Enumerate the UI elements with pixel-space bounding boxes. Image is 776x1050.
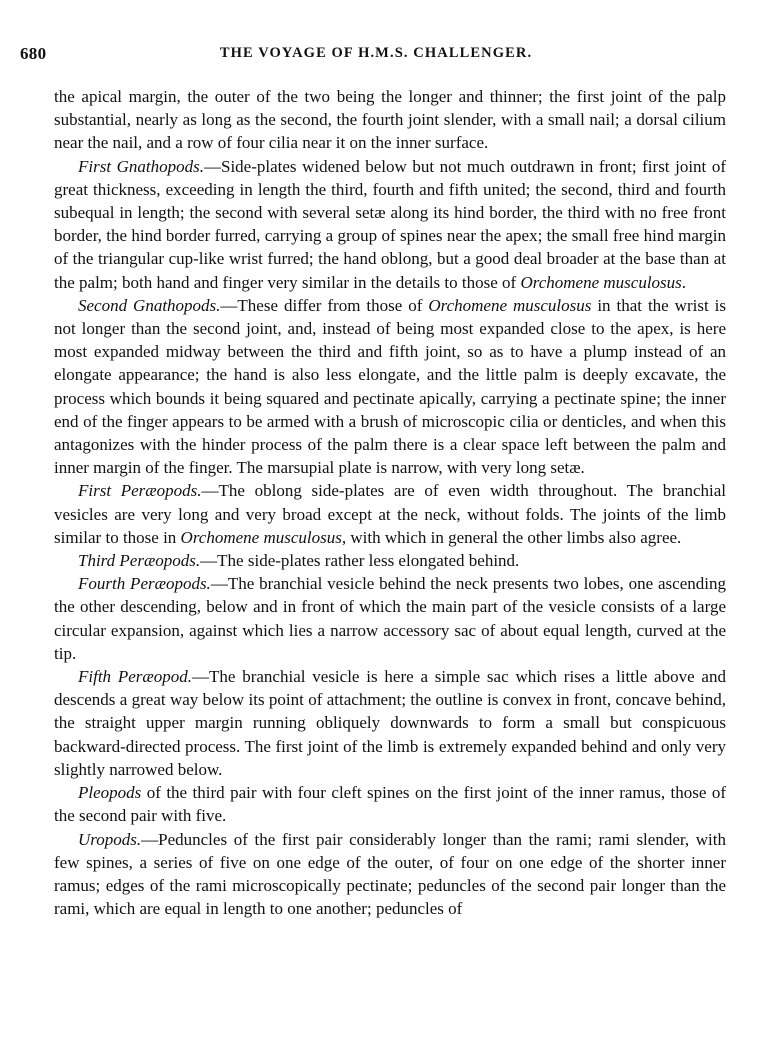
paragraph-heading: First Peræopods. xyxy=(78,481,202,501)
paragraph-5 xyxy=(54,572,726,665)
paragraph-7 xyxy=(54,781,726,827)
paragraph-heading: First Gnathopods. xyxy=(78,156,204,176)
paragraph-text: —The branchial vesicle behind the neck presents two lobes, one ascending the other descending, below and in front of which the main part of the vesicle consists of a large circular expansion, against which lies a narrow accessory sac of about equal length, curved at the tip. xyxy=(54,574,726,663)
taxon-name: Orchomene musculosus xyxy=(520,272,682,292)
paragraph-heading: Third Peræopods. xyxy=(78,551,201,571)
paragraph-text: —The side-plates rather less elongated behind. xyxy=(200,551,520,571)
paragraph-6 xyxy=(54,665,726,781)
paragraph-text: —Side-plates widened below but not much outdrawn in front; first joint of great thickness, exceeding in length the third, fourth and fifth united; the second, third and fourth subequal in length; the second with several setæ along its hind border, the third with no free front border, the hind border furred, carrying a group of spines near the apex; the small free hind margin of the triangular cup-like wrist furred; the hand oblong, but a good deal broader at the base than at the palm; both hand and finger very similar in the details to those of xyxy=(54,156,726,292)
paragraph-text: in that the wrist is not longer than the second joint, and, instead of being most expanded close to the apex, is here most expanded midway between the third and fifth joint, so as to have a plump instead of an elongate appearance; the hand is also less elongate, and the little palm is deeply excavate, the process which bounds it being squared and pectinate apically, carrying a pectinate spine; the inner end of the finger appears to be armed with a brush of microscopic cilia or denticles, and when this antagonizes with the hinder process of the palm there is a clear space left between the palm and inner margin of the finger. The marsupial plate is narrow, with very long setæ. xyxy=(54,295,726,478)
paragraph-heading: Pleopods xyxy=(78,783,142,803)
paragraph-text: the apical margin, the outer of the two being the longer and thinner; the first joint of the palp substantial, nearly as long as the second, the fourth joint slender, with a small nail; a dorsal cilium near the nail, and a row of four cilia near it on the inner surface. xyxy=(54,87,726,153)
paragraph-text: —The oblong side-plates are of even width throughout. The branchial vesicles are very long and very broad except at the neck, without folds. The joints of the limb similar to those in xyxy=(54,481,726,547)
taxon-name: Orchomene musculosus xyxy=(180,527,342,547)
paragraph-text: . xyxy=(681,272,687,292)
paragraph-3 xyxy=(54,479,726,549)
page-number: 680 xyxy=(20,44,47,63)
taxon-name: Orchomene musculosus xyxy=(428,295,592,315)
body-text xyxy=(54,85,726,920)
paragraph-heading: Fifth Peræopod. xyxy=(78,667,192,687)
paragraph-1 xyxy=(54,155,726,294)
paragraph-text: —The branchial vesicle is here a simple sac which rises a little above and descends a great way below its point of attachment; the outline is convex in front, concave behind, the straight upper margin running obliquely downwards to form a small but conspicuous backward-directed process. The first joint of the limb is extremely expanded behind and only very slightly narrowed below. xyxy=(54,667,726,779)
paragraph-text: —These differ from those of xyxy=(220,295,429,315)
paragraph-8 xyxy=(54,828,726,921)
running-title: THE VOYAGE OF H.M.S. CHALLENGER. xyxy=(219,45,533,61)
paragraph-text: —Peduncles of the first pair considerably longer than the rami; rami slender, with few spines, a series of five on one edge of the outer, of four on one edge of the shorter inner ramus; edges of the rami microscopically pectinate; peduncles of the second pair longer than the rami, which are equal in length to one another; peduncles of xyxy=(54,829,726,919)
paragraph-text: of the third pair with four cleft spines on the first joint of the inner ramus, those of the second pair with five. xyxy=(54,783,726,826)
paragraph-2 xyxy=(54,294,726,480)
paragraph-text: , with which in general the other limbs also agree. xyxy=(341,527,682,547)
paragraph-heading: Uropods. xyxy=(78,829,142,849)
paragraph-heading: Second Gnathopods. xyxy=(78,295,221,315)
paragraph-0 xyxy=(54,85,726,155)
page-header xyxy=(20,44,732,66)
paragraph-heading: Fourth Peræopods. xyxy=(78,574,211,594)
paragraph-4 xyxy=(54,549,726,572)
